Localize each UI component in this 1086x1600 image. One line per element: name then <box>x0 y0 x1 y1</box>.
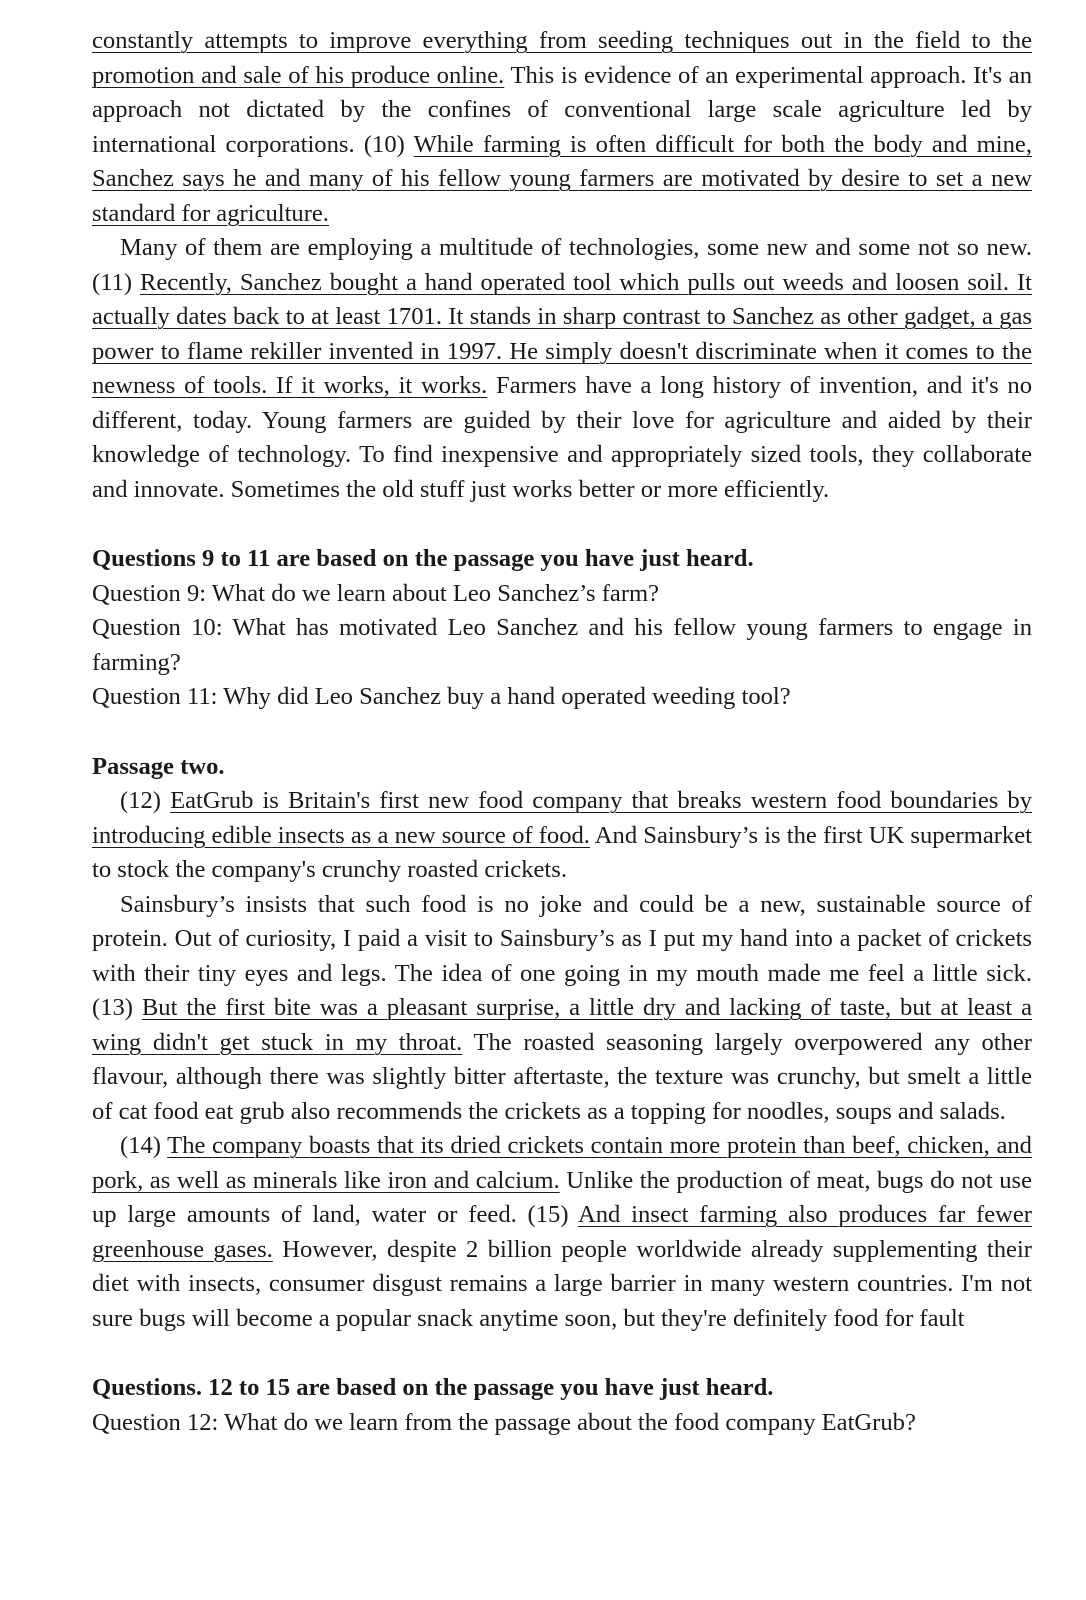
passage-two-title: Passage two. <box>92 752 225 780</box>
passage-two-paragraph-3 <box>92 1129 1032 1336</box>
questions-12-15-heading: Questions. 12 to 15 are based on the passage you have just heard. <box>92 1374 774 1401</box>
questions-9-11-heading: Questions 9 to 11 are based on the passage you have just heard. <box>92 545 754 572</box>
underlined-sentence: While farming is often difficult for both the body and mine, Sanchez says he and many of his fellow young farmers are motivated by desire to set a new standard for agriculture. <box>92 130 1032 227</box>
spacer <box>92 715 1032 750</box>
body-text: And Sainsbury’s is the first UK supermarket to stock the company's crunchy roasted crickets. <box>92 821 1032 883</box>
body-text: The roasted seasoning largely overpowered any other flavour, although there was slightly bitter aftertaste, the texture was crunchy, but smelt a little of cat food eat grub also recommends the crickets as a topping for noodles, soups and salads. <box>92 1028 1032 1125</box>
question-12: Question 12: What do we learn from the passage about the food company EatGrub? <box>92 1408 916 1436</box>
passage-one-paragraph-2 <box>92 231 1032 507</box>
question-marker: (12) <box>120 787 171 814</box>
passage-one-paragraph-1 <box>92 24 1032 231</box>
body-text: However, despite 2 billion people worldwide already supplementing their diet with insects, consumer disgust remains a large barrier in many western countries. I'm not sure bugs will become a popular snack anytime soon, but they're definitely food for fault <box>92 1235 1032 1332</box>
spacer <box>92 1336 1032 1371</box>
body-text: Many of them are employing a multitude of technologies, some new and some not so new. (11) <box>92 234 1032 296</box>
body-text: Unlike the production of meat, bugs do not use up large amounts of land, water or feed. (15) <box>92 1166 1032 1228</box>
question-marker: (14) <box>120 1132 168 1159</box>
body-text: Farmers have a long history of invention, and it's no different, today. Young farmers are guided by their love for agriculture and aided by their knowledge of technology. To find inexpensive and appropriately sized tools, they collaborate and innovate. Sometimes the old stuff just works better or more efficiently. <box>92 372 1033 503</box>
document-page <box>92 24 1032 1440</box>
question-marker: (10) <box>363 130 414 158</box>
spacer <box>92 507 1032 542</box>
body-text: This is evidence of an experimental approach. It's an approach not dictated by the confines of conventional large scale agriculture led by international corporations. <box>92 61 1032 158</box>
question-11: Question 11: Why did Leo Sanchez buy a hand operated weeding tool? <box>92 683 791 710</box>
underlined-sentence: But the first bite was a pleasant surprise, a little dry and lacking of taste, but at least a wing didn't get stuck in my throat. <box>92 994 1032 1056</box>
question-10: Question 10: What has motivated Leo Sanchez and his fellow young farmers to engage in farming? <box>92 614 1032 676</box>
passage-two-paragraph-1 <box>92 784 1032 888</box>
underlined-sentence: Recently, Sanchez bought a hand operated tool which pulls out weeds and loosen soil. It actually dates back to at least 1701. It stands in sharp contrast to Sanchez as other gadget, a gas power to flame rekiller invented in 1997. He simply doesn't discriminate when it comes to the newness of tools. If it works, it works. <box>92 268 1032 399</box>
underlined-sentence: constantly attempts to improve everything from seeding techniques out in the field to the promotion and sale of his produce online. <box>92 27 1032 89</box>
underlined-sentence: The company boasts that its dried crickets contain more protein than beef, chicken, and pork, as well as minerals like iron and calcium. <box>92 1132 1032 1194</box>
underlined-sentence: And insect farming also produces far fewer greenhouse gases. <box>92 1201 1032 1263</box>
question-9: Question 9: What do we learn about Leo Sanchez’s farm? <box>92 579 660 607</box>
underlined-sentence: EatGrub is Britain's first new food company that breaks western food boundaries by introducing edible insects as a new source of food. <box>92 787 1033 849</box>
passage-two-paragraph-2 <box>92 888 1032 1130</box>
body-text: Sainsbury’s insists that such food is no joke and could be a new, sustainable source of protein. Out of curiosity, I paid a visit to Sainsbury’s as I put my hand into a packet of crickets with their tiny eyes and legs. The idea of one going in my mouth made me feel a little sick. (13) <box>92 890 1032 1021</box>
